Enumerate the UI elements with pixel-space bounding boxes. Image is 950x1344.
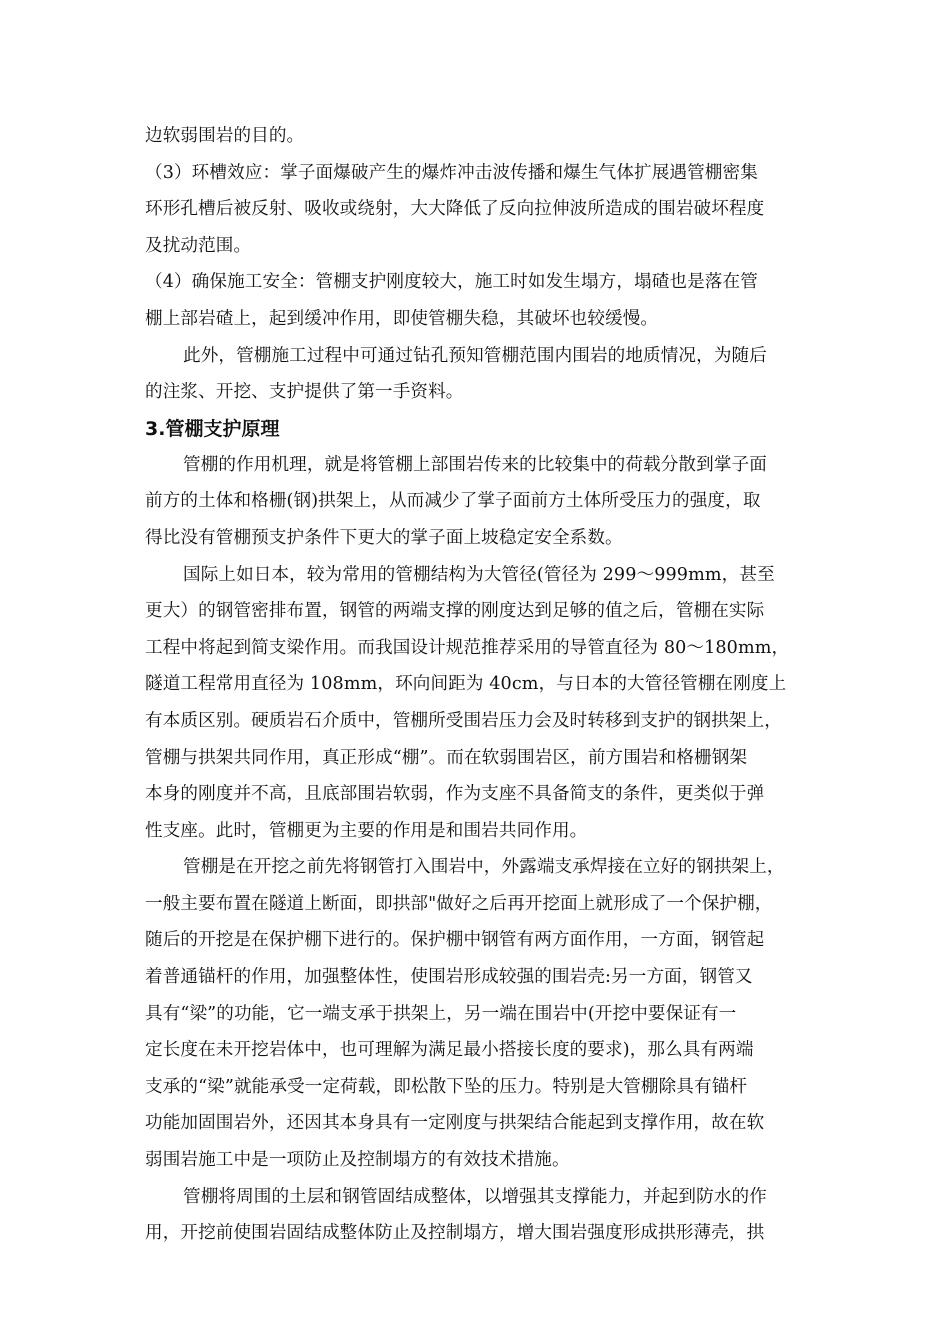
text-line: 弱围岩施工中是一项防止及控制塌方的有效技术措施。: [145, 1150, 570, 1171]
text-line: 定长度在未开挖岩体中，也可理解为满足最小搭接长度的要求)，那么具有两端: [145, 1040, 754, 1061]
text-line: 的注浆、开挖、支护提供了第一手资料。: [145, 382, 464, 403]
text-line: 管棚是在开挖之前先将钢管打入围岩中，外露端支承焊接在立好的钢拱架上，: [183, 857, 785, 878]
text-line: 环形孔槽后被反射、吸收或绕射，大大降低了反向拉伸波所造成的围岩破坏程度: [145, 199, 765, 220]
document-page: [145, 118, 808, 1252]
section-heading: 3.管棚支护原理: [145, 417, 280, 440]
text-line: 本身的刚度并不高，且底部围岩软弱，作为支座不具备简支的条件，更类似于弹: [145, 784, 765, 805]
text-line: 有本质区别。硬质岩石介质中，管棚所受围岩压力会及时转移到支护的钢拱架上，: [145, 710, 782, 731]
text-line: 隧道工程常用直径为 108mm，环向间距为 40cm，与日本的大管径管棚在刚度上: [145, 674, 787, 695]
text-line: 得比没有管棚预支护条件下更大的掌子面上坡稳定安全系数。: [145, 527, 623, 548]
text-line: 管棚的作用机理，就是将管棚上部围岩传来的比较集中的荷载分散到掌子面: [183, 454, 767, 475]
text-line: （3）环槽效应：掌子面爆破产生的爆炸冲击波传播和爆生气体扩展遇管棚密集: [145, 162, 758, 183]
text-line: 着普通锚杆的作用，加强整体性，使围岩形成较强的围岩壳:另一方面，钢管又: [145, 967, 753, 988]
text-line: 管棚与拱架共同作用，真正形成“棚”。而在软弱围岩区，前方围岩和格栅钢架: [145, 747, 748, 768]
text-line: 更大）的钢管密排布置，钢管的两端支撑的刚度达到足够的值之后，管棚在实际: [145, 601, 765, 622]
text-line: 棚上部岩碴上，起到缓冲作用，即使管棚失稳，其破坏也较缓慢。: [145, 308, 659, 329]
text-line: 支承的“梁”就能承受一定荷载，即松散下坠的压力。特别是大管棚除具有锚杆: [145, 1076, 748, 1097]
text-line: 工程中将起到简支梁作用。而我国设计规范推荐采用的导管直径为 80～180mm，: [145, 637, 790, 658]
text-line: 一般主要布置在隧道上断面，即拱部"做好之后再开挖面上就形成了一个保护棚，: [145, 893, 773, 914]
text-line: 边软弱围岩的目的。: [145, 126, 305, 146]
text-line: 性支座。此时，管棚更为主要的作用是和围岩共同作用。: [145, 820, 588, 841]
text-line: 此外，管棚施工过程中可通过钻孔预知管棚范围内围岩的地质情况，为随后: [183, 345, 767, 366]
text-line: 国际上如日本，较为常用的管棚结构为大管径(管径为 299～999mm，甚至: [183, 564, 775, 585]
text-line: （4）确保施工安全：管棚支护刚度较大，施工时如发生塌方，塌碴也是落在管: [145, 272, 758, 293]
text-line: 前方的土体和格栅(钢)拱架上，从而减少了掌子面前方土体所受压力的强度，取: [145, 491, 761, 512]
text-line: 具有“梁”的功能，它一端支承于拱架上，另一端在围岩中(开挖中要保证有一: [145, 1003, 737, 1024]
text-line: 功能加固围岩外，还因其本身具有一定刚度与拱架结合能起到支撑作用，故在软: [145, 1113, 765, 1134]
text-line: 用，开挖前使围岩固结成整体防止及控制塌方，增大围岩强度形成拱形薄壳，拱: [145, 1223, 765, 1244]
text-line: 及扰动范围。: [145, 235, 252, 256]
text-line: 管棚将周围的土层和钢管固结成整体，以增强其支撑能力，并起到防水的作: [183, 1186, 767, 1207]
text-line: 随后的开挖是在保护棚下进行的。保护棚中钢管有两方面作用，一方面，钢管起: [145, 930, 765, 951]
